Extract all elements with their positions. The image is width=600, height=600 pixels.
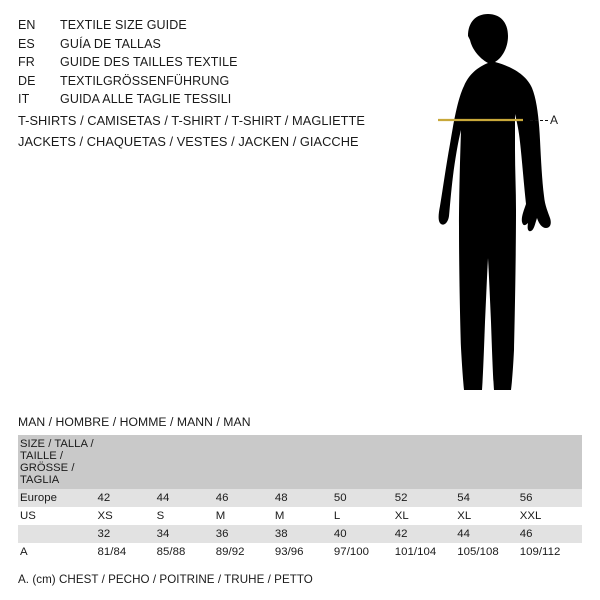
row-cell: 54 — [457, 489, 519, 507]
marker-label-a: A — [550, 113, 559, 127]
row-cell: 85/88 — [157, 543, 216, 561]
language-list — [18, 16, 368, 109]
language-title: TEXTILGRÖSSENFÜHRUNG — [60, 73, 230, 88]
row-cell: XL — [395, 507, 457, 525]
row-cell: 81/84 — [97, 543, 156, 561]
language-row — [18, 72, 368, 91]
table-footnote: A. (cm) CHEST / PECHO / POITRINE / TRUHE / PETTO — [18, 573, 313, 586]
row-cell: 46 — [216, 489, 275, 507]
category-list — [18, 110, 418, 152]
table-title: MAN / HOMBRE / HOMME / MANN / MAN — [18, 415, 251, 429]
male-silhouette-figure — [398, 10, 588, 400]
row-cell: 42 — [395, 525, 457, 543]
table-header-cell — [520, 435, 582, 489]
language-title: GUIDA ALLE TAGLIE TESSILI — [60, 92, 232, 106]
row-label: Europe — [18, 489, 97, 507]
row-cell: 101/104 — [395, 543, 457, 561]
row-cell: S — [157, 507, 216, 525]
table-row — [18, 525, 582, 543]
table-header-cell — [275, 435, 334, 489]
language-code: FR — [18, 55, 35, 69]
language-title: GUIDE DES TAILLES TEXTILE — [60, 55, 238, 69]
row-cell: L — [334, 507, 395, 525]
marker-dashes-icon — [530, 120, 548, 121]
row-cell: 48 — [275, 489, 334, 507]
row-cell: 109/112 — [520, 543, 582, 561]
language-title: TEXTILE SIZE GUIDE — [60, 18, 187, 32]
language-code: EN — [18, 18, 36, 32]
row-cell: 32 — [97, 525, 156, 543]
size-table — [18, 435, 582, 561]
table-header-row — [18, 435, 582, 489]
row-cell: 105/108 — [457, 543, 519, 561]
table-header-cell — [157, 435, 216, 489]
row-cell: 42 — [97, 489, 156, 507]
row-label — [18, 525, 97, 543]
row-label: A — [18, 543, 97, 561]
row-cell: M — [216, 507, 275, 525]
table-header-cell — [457, 435, 519, 489]
row-cell: M — [275, 507, 334, 525]
table-header-cell — [395, 435, 457, 489]
language-title: GUÍA DE TALLAS — [60, 36, 161, 51]
table-row — [18, 489, 582, 507]
silhouette-svg — [398, 10, 588, 400]
row-cell: 34 — [157, 525, 216, 543]
row-cell: 93/96 — [275, 543, 334, 561]
language-row — [18, 53, 368, 72]
language-row — [18, 35, 368, 54]
row-cell: 52 — [395, 489, 457, 507]
table-header-cell — [334, 435, 395, 489]
row-cell: XXL — [520, 507, 582, 525]
row-cell: 89/92 — [216, 543, 275, 561]
row-cell: XS — [97, 507, 156, 525]
row-cell: 56 — [520, 489, 582, 507]
table-header-cell — [97, 435, 156, 489]
table-row — [18, 507, 582, 525]
language-row — [18, 16, 368, 35]
language-code: IT — [18, 92, 30, 106]
row-cell: XL — [457, 507, 519, 525]
row-cell: 97/100 — [334, 543, 395, 561]
row-cell: 36 — [216, 525, 275, 543]
row-cell: 40 — [334, 525, 395, 543]
language-code: ES — [18, 36, 35, 51]
language-row — [18, 90, 368, 109]
row-cell: 50 — [334, 489, 395, 507]
table-row — [18, 543, 582, 561]
table-header-cell: SIZE / TALLA / TAILLE / GRÖSSE / TAGLIA — [18, 435, 97, 489]
row-cell: 44 — [457, 525, 519, 543]
category-tshirts: T-SHIRTS / CAMISETAS / T-SHIRT / T-SHIRT / MAGLIETTE — [18, 113, 365, 128]
row-cell: 46 — [520, 525, 582, 543]
row-cell: 44 — [157, 489, 216, 507]
table-header-cell — [216, 435, 275, 489]
category-jackets: JACKETS / CHAQUETAS / VESTES / JACKEN / GIACCHE — [18, 134, 359, 149]
size-table-block — [18, 415, 582, 586]
row-cell: 38 — [275, 525, 334, 543]
language-code: DE — [18, 73, 36, 88]
row-label: US — [18, 507, 97, 525]
